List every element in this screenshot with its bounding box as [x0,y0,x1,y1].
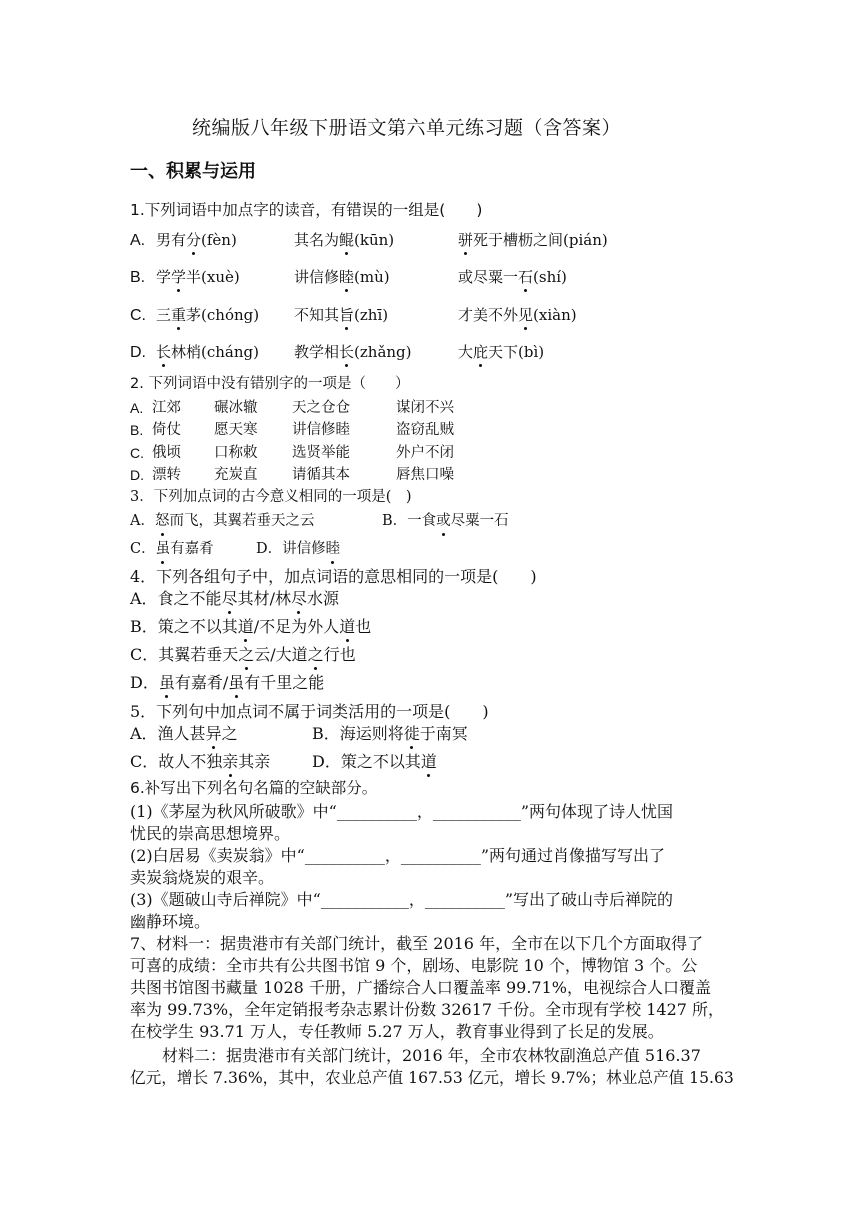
q1-option-b [130,267,567,288]
q1-option-c [130,305,577,326]
q2-option-d: D. 漂转 充炭直 请循其本 唇焦口噪 [130,467,454,483]
q1-stem: 1.下列词语中加点字的读音，有错误的一组是( ) [130,201,483,219]
q7-line-5: 在校学生 93.71 万人，专任教师 5.27 万人，教育事业得到了长足的发展。 [130,1022,664,1041]
q6-line-2: 忧民的崇高思想境界。 [130,824,291,843]
q3-stem: 3．下列加点词的古今意义相同的一项是( ) [130,489,412,505]
option-label: C. [130,307,146,324]
q4-option-d: D．虽有嘉肴/虽有千里之能 [130,673,325,692]
option-label: A. [130,232,146,249]
q5-row-2: C．故人不独亲其亲 D．策之不以其道 [130,752,437,771]
q1-c-item-2: 不知其旨(zhī) [294,306,389,324]
q6-line-6: 幽静环境。 [130,912,211,931]
q1-d-item-2: 教学相长(zhǎng) [294,343,412,361]
q1-a-item-3: 骈死于槽枥之间(pián) [458,231,608,249]
q6-line-3: (2)白居易《卖炭翁》中“__________，__________”两句通过肖像描写写出了 [130,846,666,865]
q1-b-item-1: 学学半(xuè) [156,268,240,286]
q7-line-7: 亿元，增长 7.36%，其中，农业总产值 167.53 亿元，增长 9.7%；林业总产值 15.63 [130,1068,734,1087]
q1-a-item-1: 男有分(fèn) [156,231,237,249]
q1-c-item-3: 才美不外见(xiàn) [458,306,577,324]
q2-option-a: A. 江郊 碾冰辙 天之仓仓 谋闭不兴 [130,400,454,416]
q1-d-item-1: 长林梢(cháng) [156,343,259,361]
q7-line-1: 7、材料一：据贵港市有关部门统计，截至 2016 年，全市在以下几个方面取得了 [130,934,704,953]
q2-option-b: B. 倚仗 愿天寒 讲信修睦 盗窃乱贼 [130,422,454,438]
document-title: 统编版八年级下册语文第六单元练习题（含答案） [192,117,622,139]
q7-line-4: 率为 99.73%，全年定销报考杂志累计份数 32617 千份。全市现有学校 1427 所， [130,1000,725,1019]
q1-d-item-3: 大庇天下(bì) [458,343,545,361]
q5-row-1: A．渔人甚异之 B．海运则将徙于南冥 [130,724,468,743]
q1-a-item-2: 其名为鲲(kūn) [294,231,395,249]
option-label: D. [130,344,146,361]
q1-option-a [130,230,608,251]
section-heading: 一、积累与运用 [130,161,256,182]
option-label: B. [130,269,146,286]
q4-stem: 4．下列各组句子中，加点词语的意思相同的一项是( ) [130,567,537,586]
q7-line-6: 材料二：据贵港市有关部门统计，2016 年，全市农林牧副渔总产值 516.37 [130,1046,701,1065]
q2-stem: 2. 下列词语中没有错别字的一项是（ ） [130,376,410,392]
q3-row-1: A．怒而飞，其翼若垂天之云 B．一食或尽粟一石 [130,513,509,529]
q5-stem: 5．下列句中加点词不属于词类活用的一项是( ) [130,702,489,721]
q3-row-2: C．虽有嘉肴 D．讲信修睦 [130,541,341,557]
q2-option-c: C. 俄顷 口称敕 选贤举能 外户不闭 [130,445,454,461]
q7-line-2: 可喜的成绩：全市共有公共图书馆 9 个，剧场、电影院 10 个，博物馆 3 个。公 [130,956,698,975]
q6-stem: 6.补写出下列名句名篇的空缺部分。 [130,779,378,797]
q1-b-item-2: 讲信修睦(mù) [294,268,390,286]
q1-option-d [130,342,545,363]
q7-line-3: 共图书馆图书藏量 1028 千册，广播综合人口覆盖率 99.71%，电视综合人口覆盖 [130,978,711,997]
q6-line-5: (3)《题破山寺后禅院》中“___________，__________”写出了破山寺后禅院的 [130,890,674,909]
q1-c-item-1: 三重茅(chóng) [156,306,260,324]
q4-option-c: C．其翼若垂天之云/大道之行也 [130,645,356,664]
q6-line-4: 卖炭翁烧炭的艰辛。 [130,868,275,887]
q6-line-1: (1)《茅屋为秋风所破歌》中“__________，___________”两句体现了诗人忧国 [130,802,674,821]
q4-option-a: A．食之不能尽其材/林尽水源 [130,589,340,608]
q4-option-b: B．策之不以其道/不足为外人道也 [130,617,372,636]
q1-b-item-3: 或尽粟一石(shí) [458,268,567,286]
